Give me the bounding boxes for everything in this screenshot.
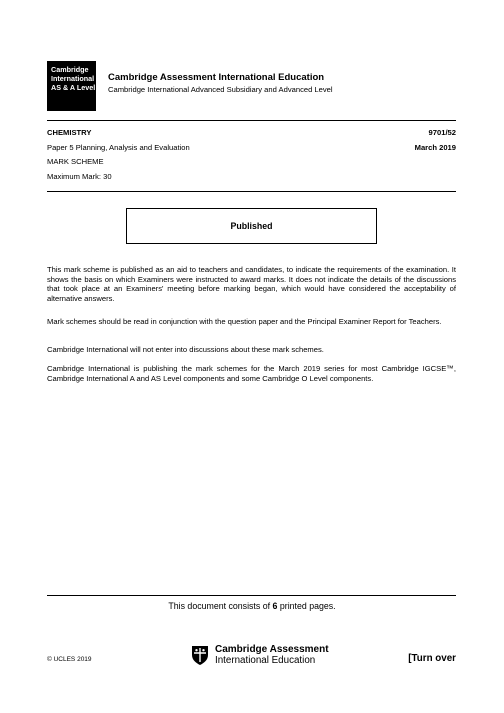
ce-logo-line-1: Cambridge Assessment: [215, 644, 329, 655]
paragraph-purpose: This mark scheme is published as an aid to teachers and candidates, to indicate the requirements of the examination. It shows the basis on which Examiners were instructed to award marks. It does not indicate the details of the discussions that took place at an Examiners' meeting before marking began, which would have considered the acceptability of alternative answers.: [47, 265, 456, 303]
paragraph-publishing: Cambridge International is publishing the mark schemes for the March 2019 series for most Cambridge IGCSE™, Cambridge International A and AS Level components and some Cambridge O Level components.: [47, 364, 456, 383]
page-count: 6: [272, 601, 278, 611]
status-label: Published: [230, 221, 273, 231]
paper-title: Paper 5 Planning, Analysis and Evaluation: [47, 143, 190, 152]
copyright: © UCLES 2019: [47, 656, 92, 663]
paragraph-no-discussion: Cambridge International will not enter into discussions about these mark schemes.: [47, 345, 324, 354]
status-box: [126, 208, 377, 244]
page-count-statement: This document consists of 6 printed pages.: [168, 601, 336, 611]
logo-line-1: Cambridge: [51, 65, 89, 74]
cambridge-logo: [47, 61, 96, 111]
document-type: MARK SCHEME: [47, 157, 104, 166]
exam-session: March 2019: [414, 143, 456, 152]
maximum-mark: Maximum Mark: 30: [47, 172, 112, 181]
footer-divider: [47, 595, 456, 596]
subject: CHEMISTRY: [47, 128, 92, 137]
top-divider: [47, 120, 456, 121]
syllabus-code: 9701/52: [428, 128, 456, 137]
paragraph-conjunction: Mark schemes should be read in conjunction with the question paper and the Principal Examiner Report for Teachers.: [47, 317, 442, 326]
crest-icon: [190, 644, 210, 666]
logo-line-2: International: [51, 74, 95, 83]
cambridge-assessment-logo: [190, 644, 329, 666]
turn-over: [Turn over: [408, 653, 456, 664]
details-divider: [47, 191, 456, 192]
ce-logo-line-2: International Education: [215, 655, 316, 666]
org-subtitle: Cambridge International Advanced Subsidiary and Advanced Level: [108, 85, 333, 94]
org-title: Cambridge Assessment International Education: [108, 72, 325, 83]
logo-line-3: AS & A Level: [51, 83, 96, 92]
